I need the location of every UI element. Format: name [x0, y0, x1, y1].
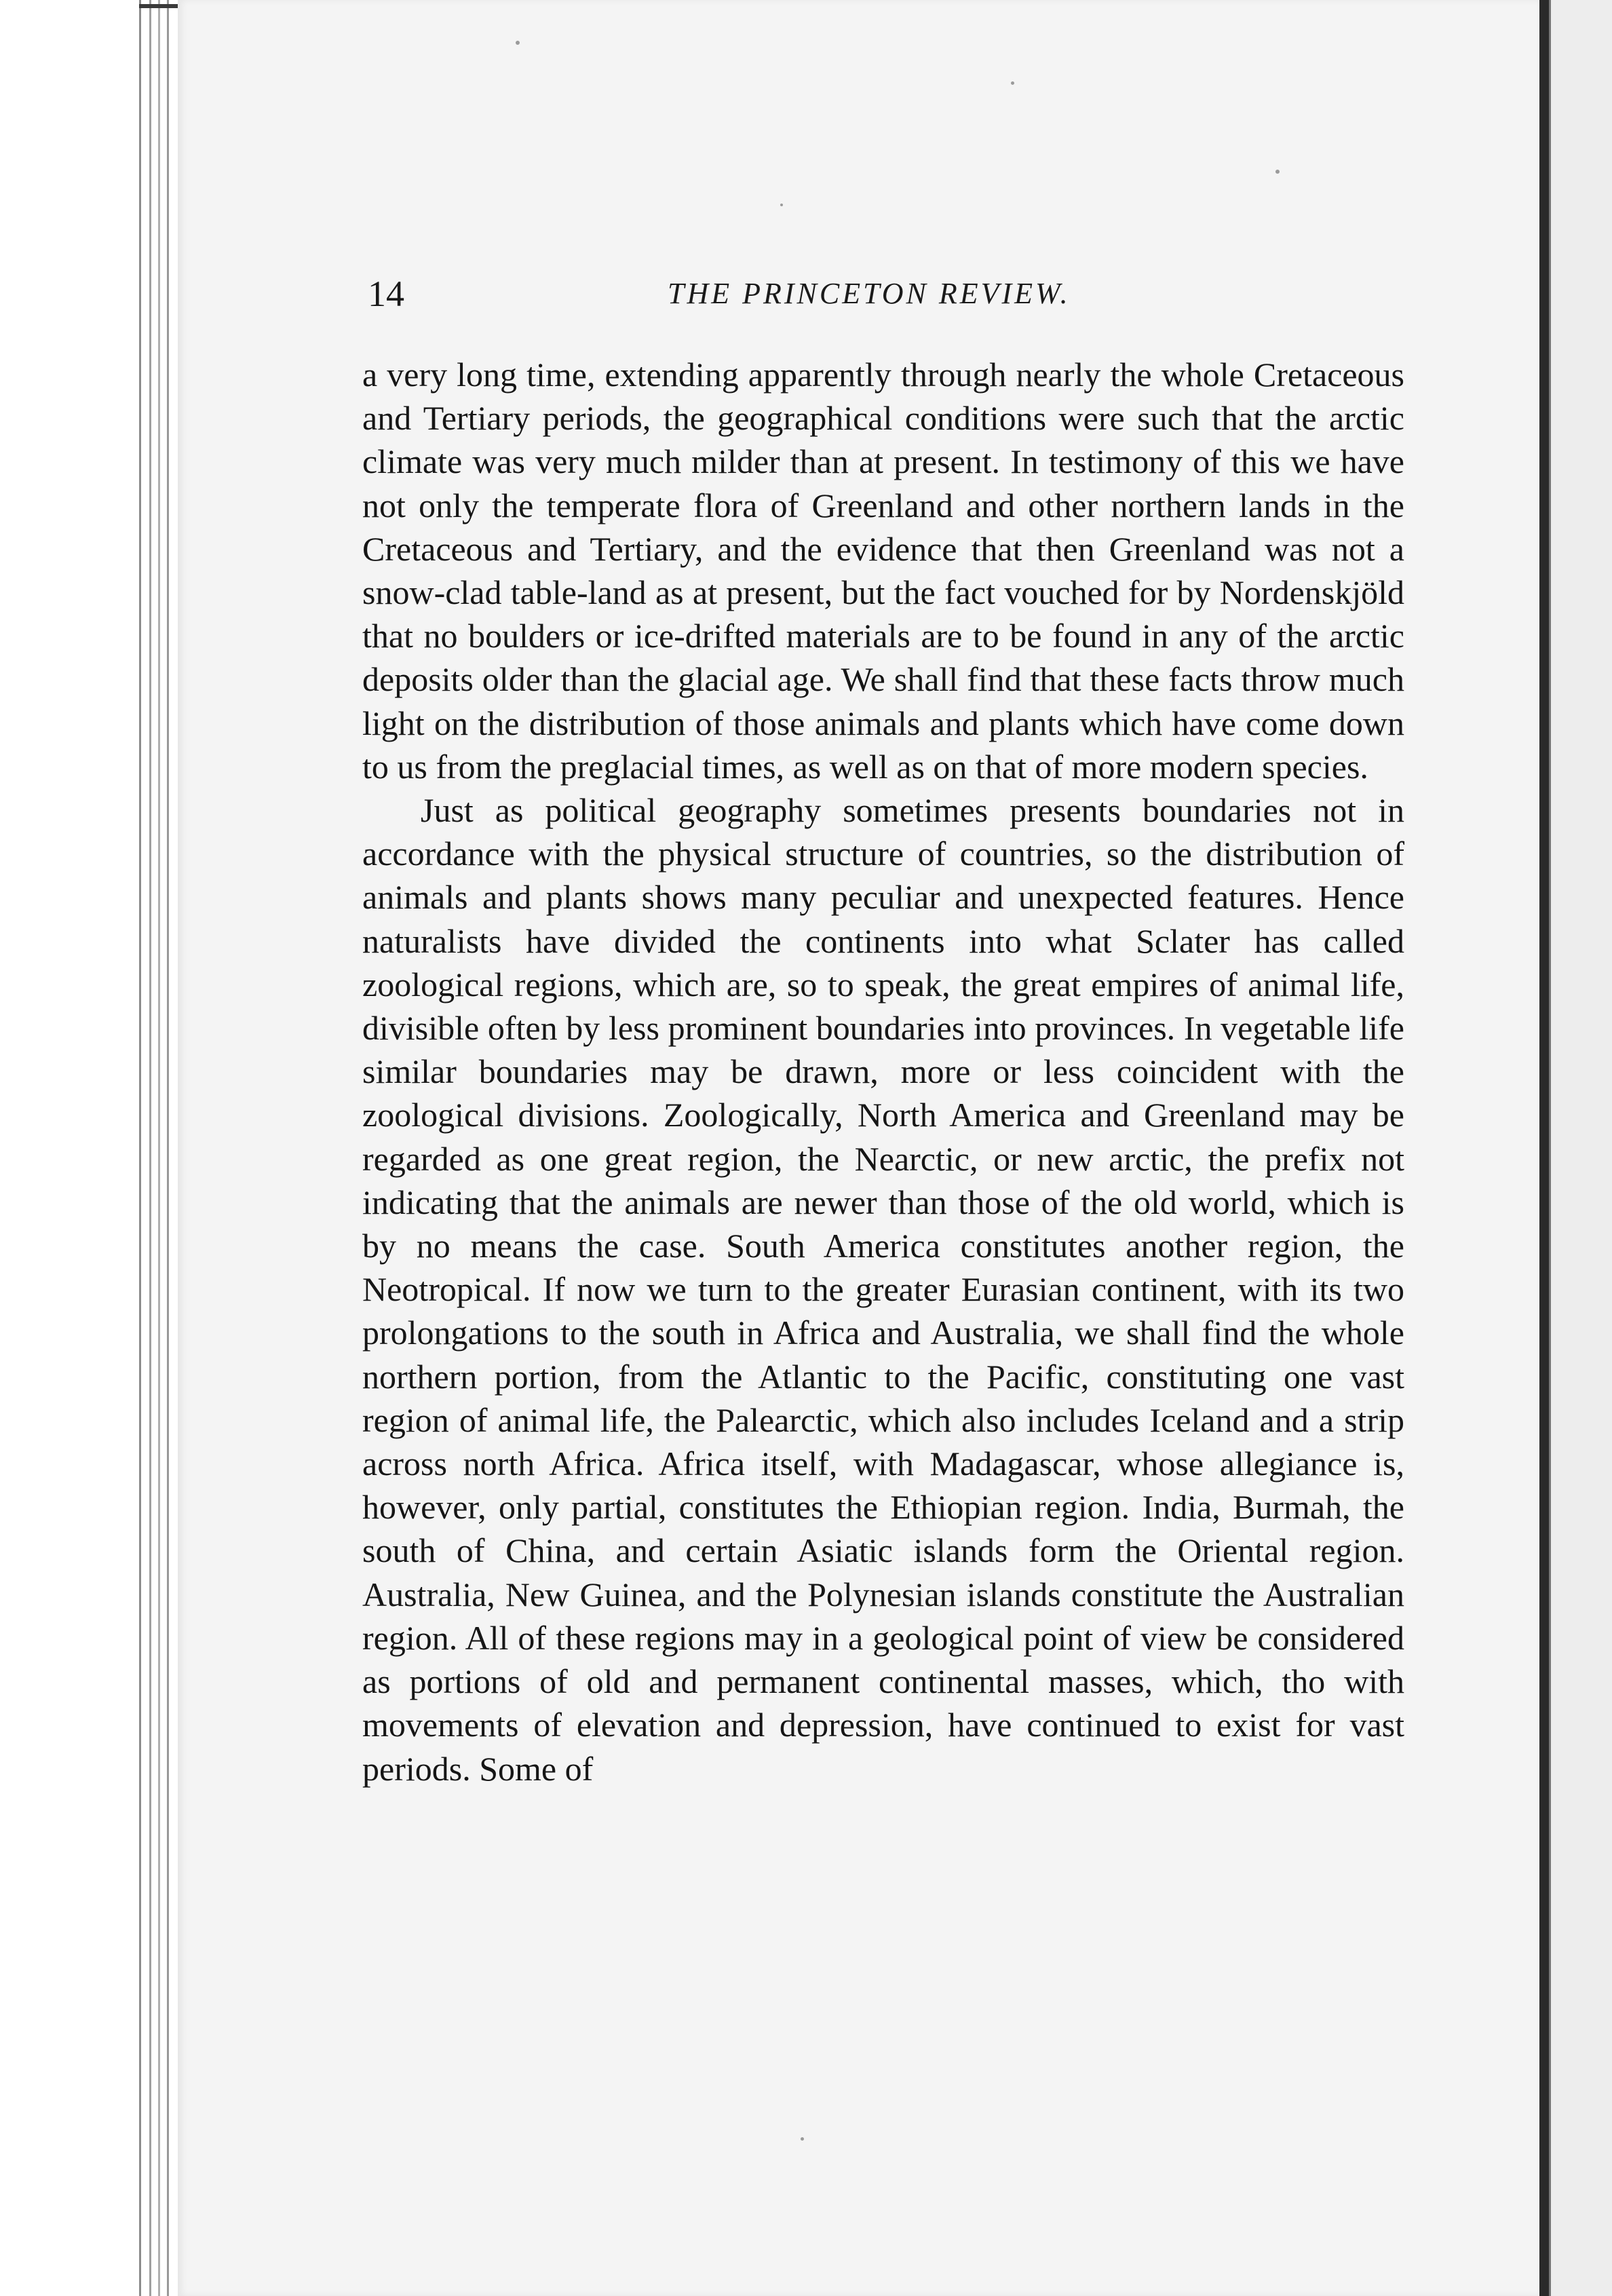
scan-speck — [780, 204, 783, 206]
scan-speck — [801, 2137, 804, 2141]
scan-speck — [1275, 170, 1280, 174]
facing-page-edge — [1549, 0, 1612, 2296]
body-text — [362, 353, 1404, 1791]
scan-speck — [516, 41, 520, 45]
book-gutter — [1539, 0, 1549, 2296]
page-edge-line — [149, 0, 151, 2296]
page-edge-line — [139, 0, 141, 2296]
paragraph-zoological-regions: Just as political geography sometimes presents boundaries not in accordance with the physical structure of countries, so the distribution of animals and plants shows many peculiar and unexpected features. Hence naturalists have divided the continents into what Sclater has called zoological regions, which are, so to speak, the great empires of animal life, divisible often by less prominent boundaries into provinces. In vegetable life similar boundaries may be drawn, more or less coincident with the zoological divisions. Zoologically, North America and Greenland may be regarded as one great region, the Nearctic, or new arctic, the prefix not indicating that the animals are newer than those of the old world, which is by no means the case. South America constitutes another region, the Neotropical. If now we turn to the greater Eurasian continent, with its two prolongations to the south in Africa and Australia, we shall find the whole northern portion, from the Atlantic to the Pacific, constituting one vast region of animal life, the Palearctic, which also includes Iceland and a strip across north Africa. Africa itself, with Madagascar, whose allegiance is, however, only partial, constitutes the Ethiopian region. India, Burmah, the south of China, and certain Asiatic islands form the Oriental region. Australia, New Guinea, and the Polynesian islands constitute the Australian region. All of these regions may in a geological point of view be considered as portions of old and permanent continental masses, which, tho with movements of elevation and depression, have continued to exist for vast periods. Some of — [362, 791, 1404, 1788]
paragraph-continued: a very long time, extending apparently through nearly the whole Cretaceous and Tertiary periods, the geographical conditions were such that the arctic climate was very much milder than at present. In testimony of this we have not only the temperate flora of Greenland and other northern lands in the Cretaceous and Tertiary, and the evidence that then Greenland was not a snow-clad table-land as at present, but the fact vouched for by Nordenskjöld that no boulders or ice-drifted materials are to be found in any of the arctic deposits older than the glacial age. We shall find that these facts throw much light on the distribution of those animals and plants which have come down to us from the preglacial times, as well as on that of more modern species. — [362, 356, 1404, 786]
page-edge-line — [158, 0, 160, 2296]
running-head — [361, 270, 1406, 318]
scan-speck — [1011, 81, 1014, 85]
journal-title: THE PRINCETON REVIEW. — [668, 277, 1071, 310]
page-edge-line — [167, 0, 169, 2296]
page-number: 14 — [368, 273, 404, 314]
